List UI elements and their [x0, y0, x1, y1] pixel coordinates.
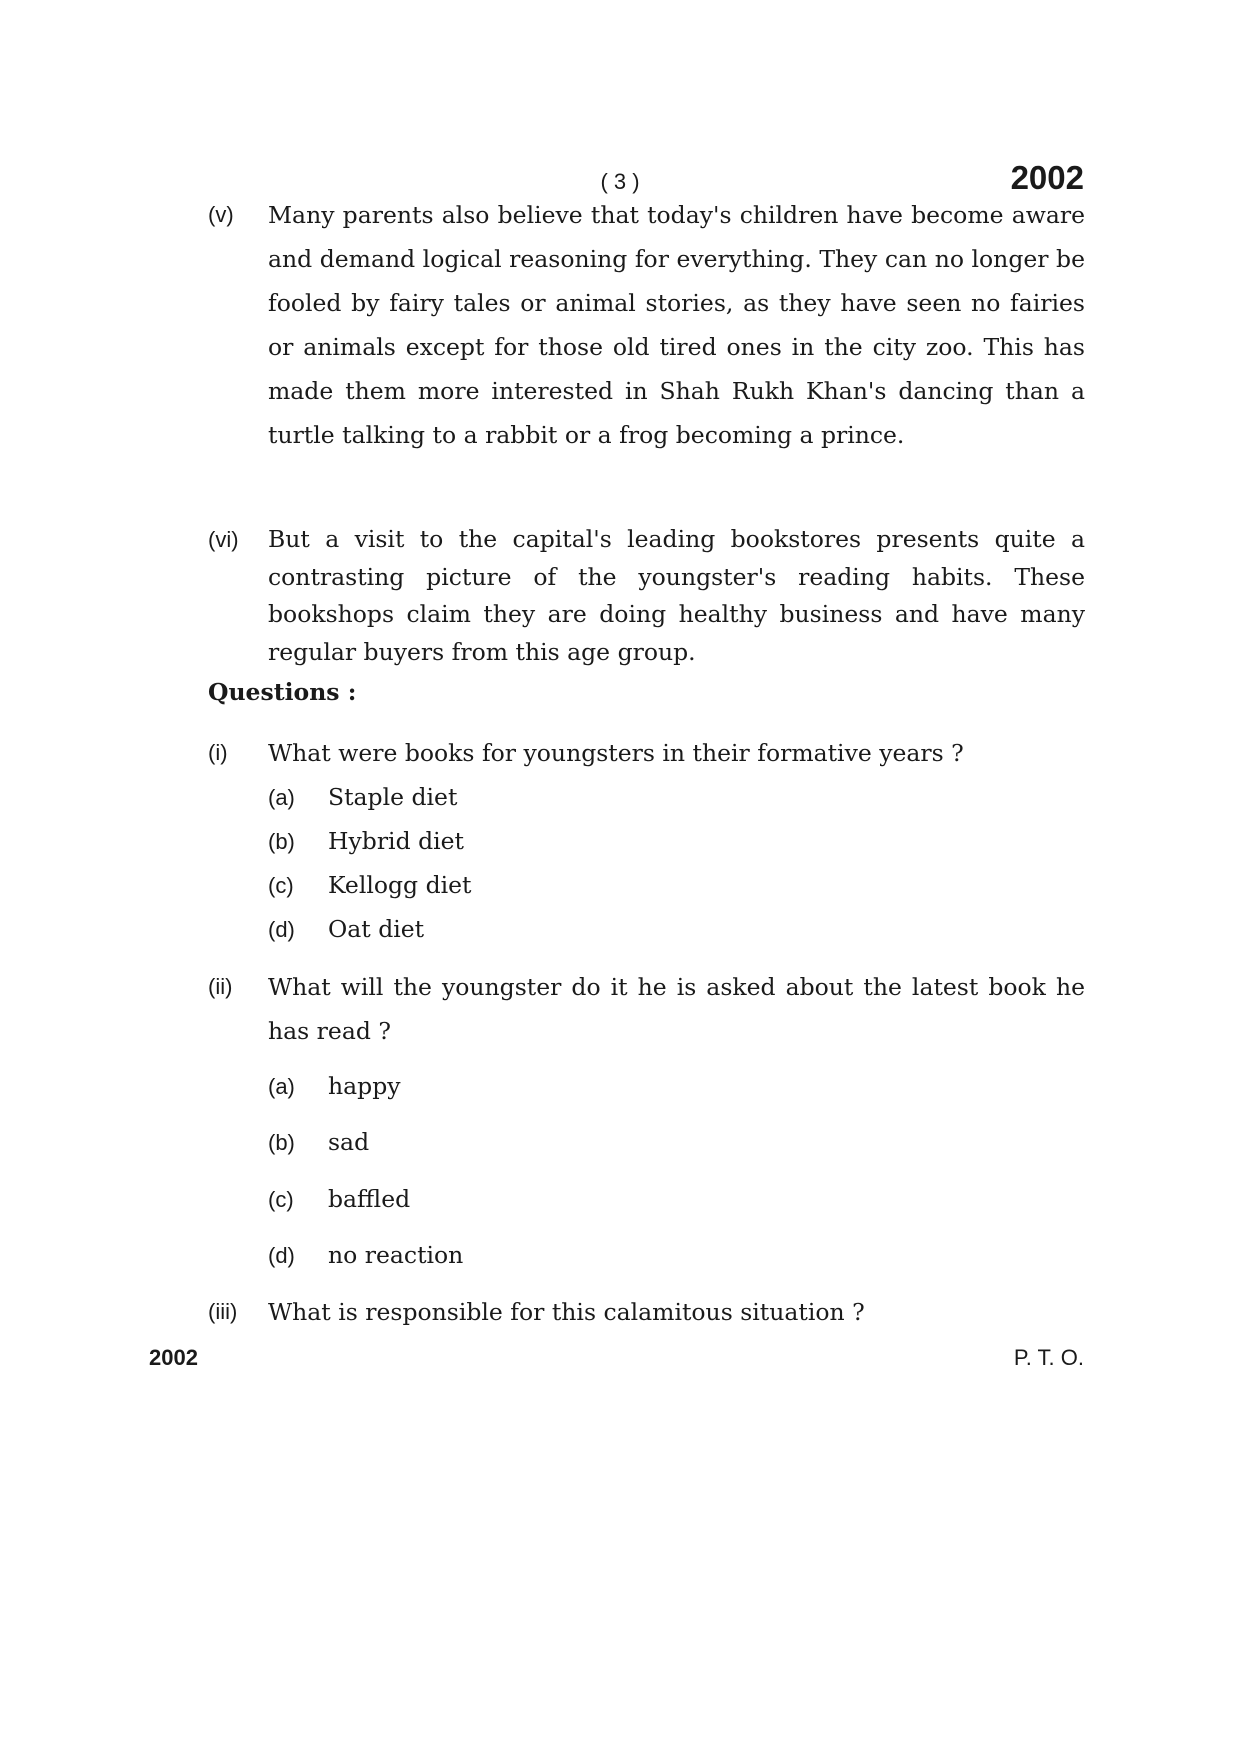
option-text: Staple diet [328, 783, 458, 811]
option-letter: (d) [268, 917, 295, 942]
questions-heading: Questions : [208, 678, 357, 706]
option-text: sad [328, 1128, 370, 1156]
question-1-option-c [268, 869, 471, 902]
paper-code-footer: 2002 [149, 1345, 198, 1370]
option-text: Kellogg diet [328, 871, 472, 899]
paper-code-header: 2002 [1010, 159, 1084, 196]
paragraph-number: (vi) [208, 527, 239, 552]
option-letter: (b) [268, 1130, 295, 1155]
question-2-option-b [268, 1126, 369, 1159]
question-text: What is responsible for this calamitous situation ? [268, 1298, 865, 1326]
option-letter: (c) [268, 1187, 294, 1212]
passage-paragraph-v [208, 193, 1085, 457]
page-number: ( 3 ) [600, 169, 640, 194]
option-letter: (c) [268, 873, 294, 898]
please-turn-over: P. T. O. [1013, 1345, 1084, 1370]
option-text: happy [328, 1072, 401, 1100]
paragraph-text: Many parents also believe that today's children have become aware and demand logical reasoning for everything. They can no longer be fooled by fairy tales or animal stories, as they have seen no fairies or animals except for those old tired ones in the city zoo. This has made them more interested in Shah Rukh Khan's dancing than a turtle talking to a rabbit or a frog becoming a prince. [268, 201, 1085, 449]
question-1-option-b [268, 825, 464, 858]
question-number: (ii) [208, 974, 233, 999]
option-letter: (a) [268, 785, 295, 810]
question-2-option-c [268, 1183, 410, 1216]
option-letter: (d) [268, 1243, 295, 1268]
passage-paragraph-vi [208, 521, 1085, 671]
question-1-option-d [268, 913, 424, 946]
question-1-option-a [268, 781, 457, 814]
option-letter: (b) [268, 829, 295, 854]
paragraph-number: (v) [208, 202, 234, 227]
question-2-option-a [268, 1070, 401, 1103]
question-number: (i) [208, 740, 228, 765]
option-text: no reaction [328, 1241, 464, 1269]
question-text: What were books for youngsters in their formative years ? [268, 739, 964, 767]
question-1 [208, 731, 1085, 775]
question-2 [208, 965, 1085, 1053]
question-2-option-d [268, 1239, 463, 1272]
option-text: Oat diet [328, 915, 425, 943]
option-text: Hybrid diet [328, 827, 464, 855]
question-text: What will the youngster do it he is asked about the latest book he has read ? [268, 973, 1085, 1045]
question-3 [208, 1290, 1085, 1334]
option-text: baffled [328, 1185, 411, 1213]
question-number: (iii) [208, 1299, 238, 1324]
option-letter: (a) [268, 1074, 295, 1099]
paragraph-text: But a visit to the capital's leading bookstores presents quite a contrasting picture of the youngster's reading habits. These bookshops claim they are doing healthy business and have many regular buyers from this age group. [268, 525, 1085, 666]
